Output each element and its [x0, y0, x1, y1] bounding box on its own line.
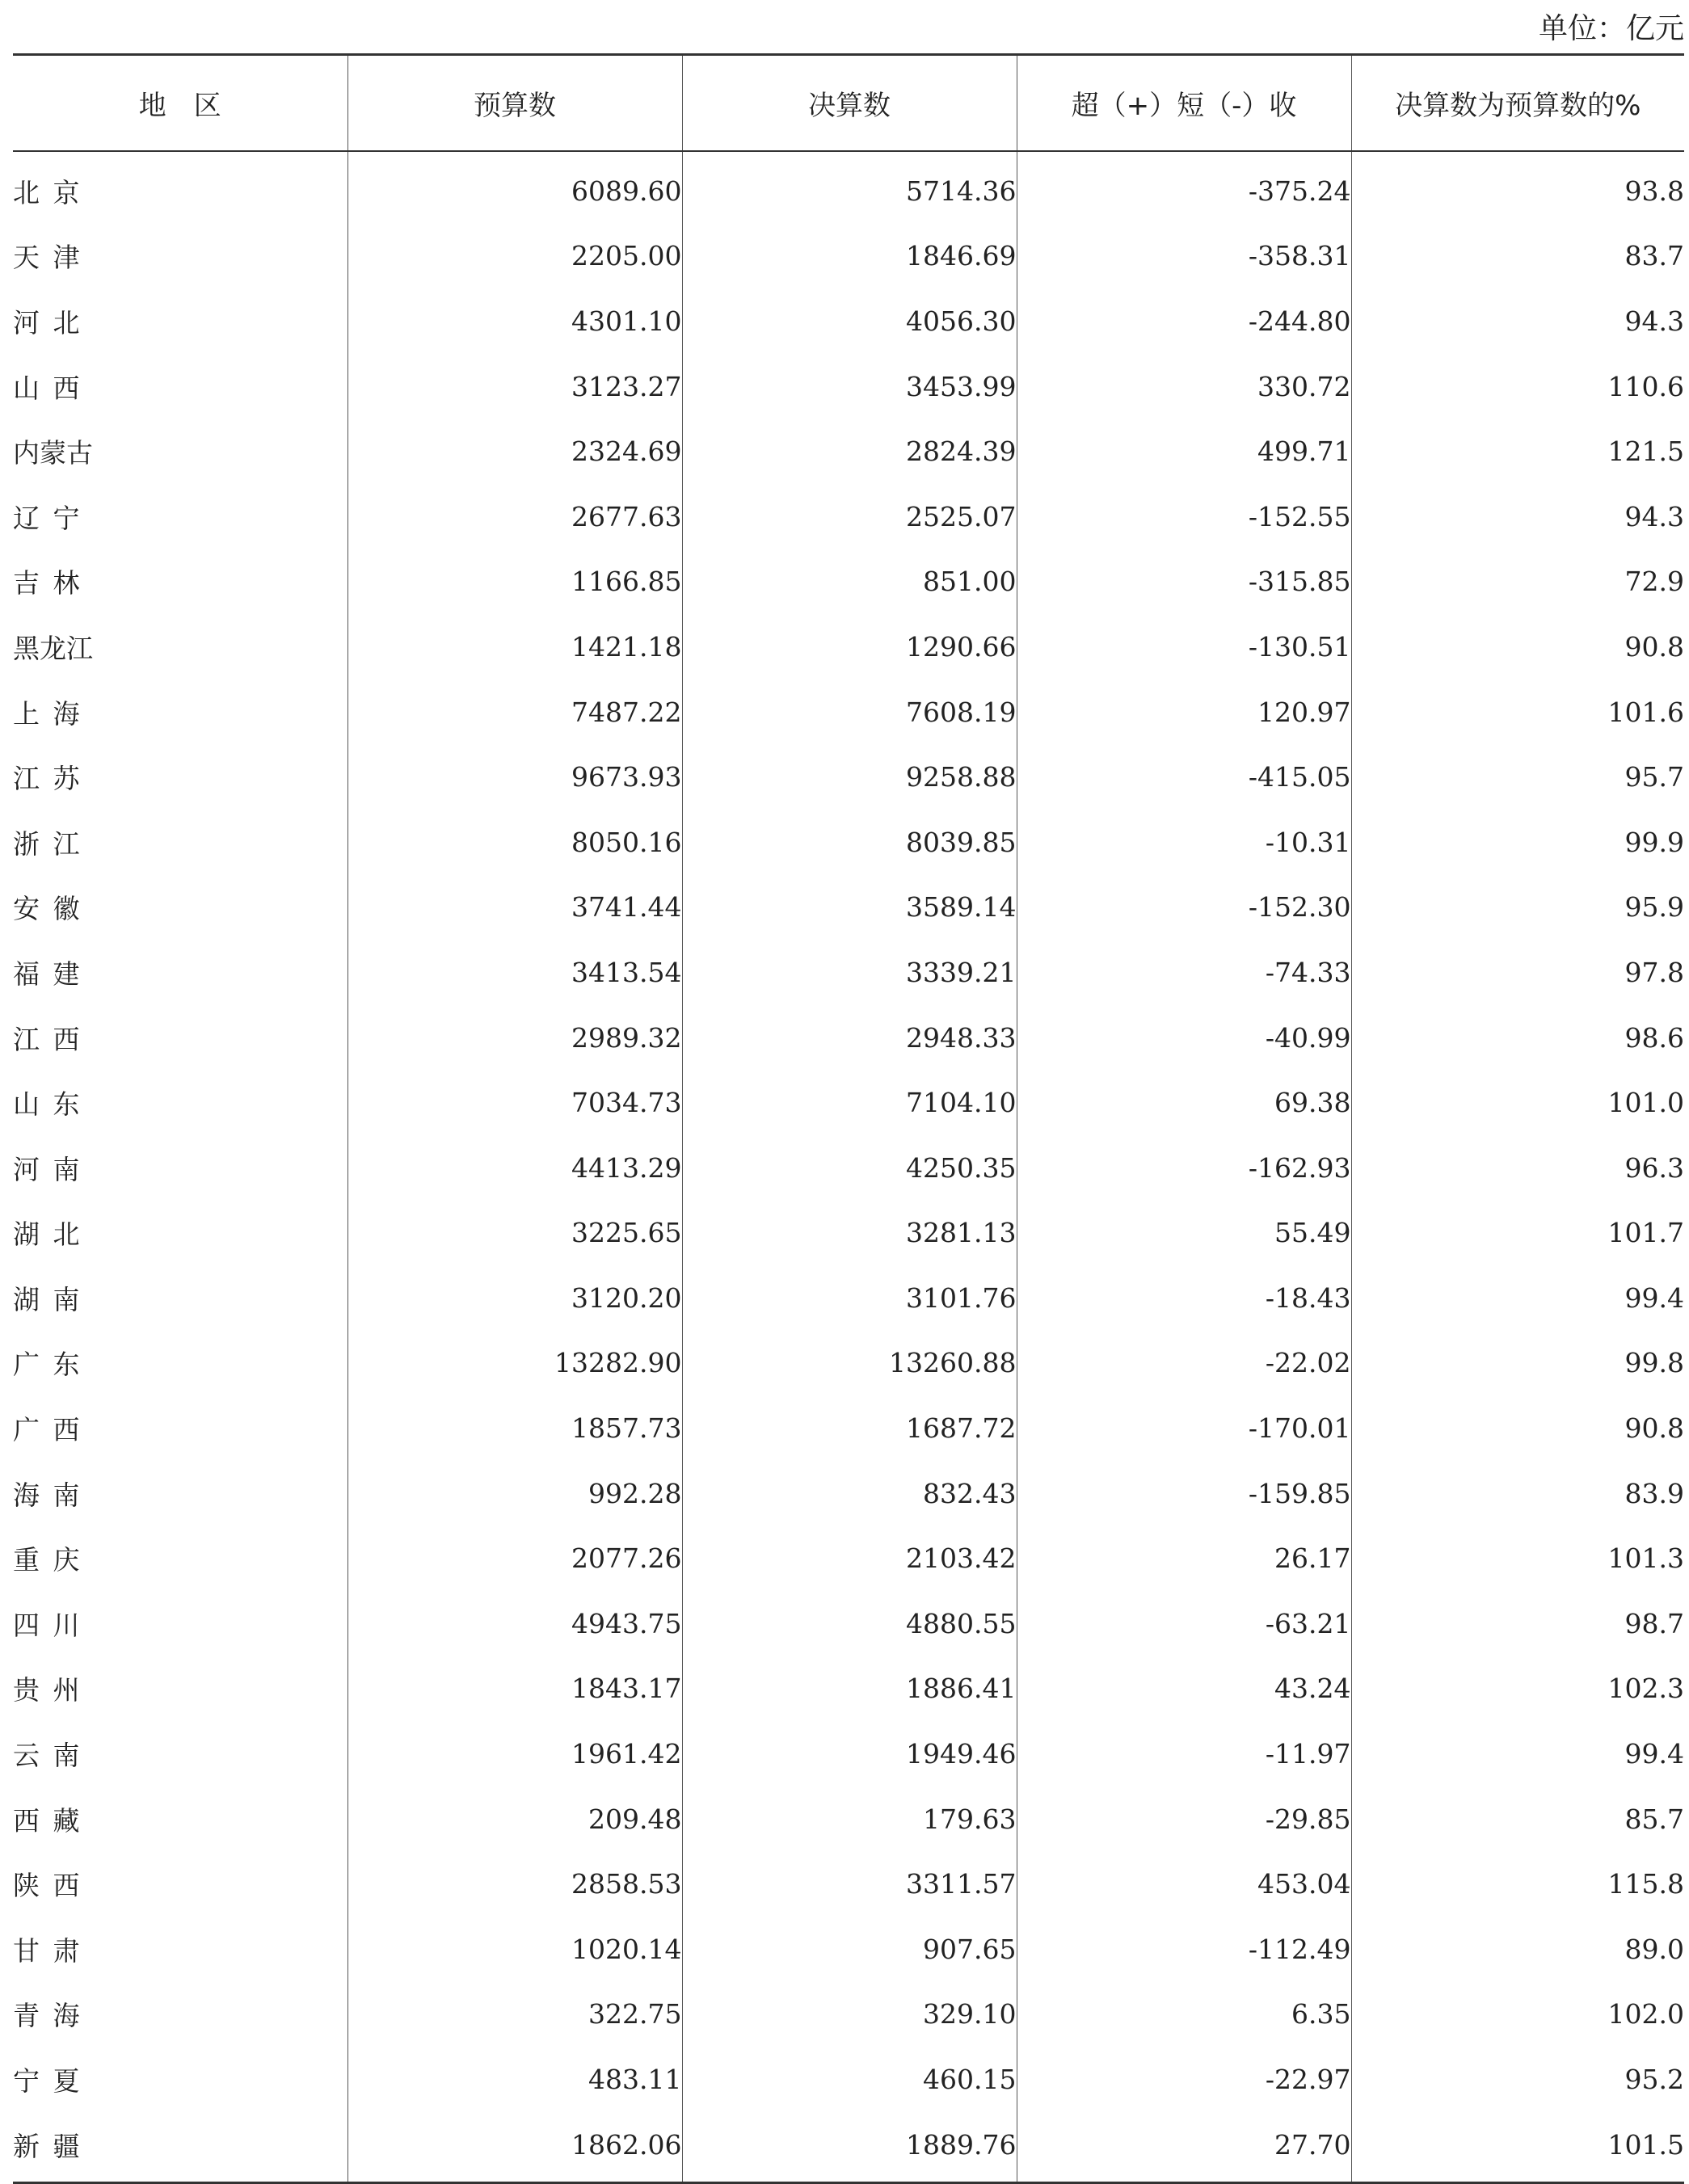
table-row: [13, 1591, 1684, 1656]
table-row: [13, 1461, 1684, 1526]
cell-budget: 1166.85: [347, 549, 682, 615]
table-row: [13, 1265, 1684, 1331]
table-row: [13, 1525, 1684, 1591]
cell-final: 13260.88: [682, 1331, 1017, 1396]
cell-final: 1687.72: [682, 1395, 1017, 1461]
cell-pct: 95.2: [1624, 2064, 1684, 2096]
cell-diff: -29.85: [1017, 1786, 1351, 1852]
cell-diff: 499.71: [1017, 419, 1351, 484]
cell-diff: -74.33: [1017, 940, 1351, 1005]
cell-region: 甘肃: [13, 1917, 347, 1982]
cell-region: 黑龙江: [13, 614, 347, 680]
cell-pct: 110.6: [1607, 370, 1684, 402]
cell-pct: 99.8: [1624, 1347, 1684, 1379]
cell-final: 4250.35: [682, 1135, 1017, 1201]
cell-region: 云南: [13, 1721, 347, 1786]
cell-diff: -63.21: [1017, 1591, 1351, 1656]
cell-final: 179.63: [682, 1786, 1017, 1852]
header-final: 决算数: [682, 55, 1017, 152]
cell-final: 3453.99: [682, 354, 1017, 419]
cell-final: 5714.36: [682, 151, 1017, 224]
cell-budget: 4943.75: [347, 1591, 682, 1656]
cell-final: 3311.57: [682, 1851, 1017, 1917]
cell-pct: 72.9: [1624, 566, 1684, 598]
cell-region: 江西: [13, 1005, 347, 1071]
cell-diff: -40.99: [1017, 1005, 1351, 1071]
table-row: [13, 354, 1684, 419]
cell-diff: 453.04: [1017, 1851, 1351, 1917]
cell-final: 3101.76: [682, 1265, 1017, 1331]
cell-diff: -315.85: [1017, 549, 1351, 615]
table-row: [13, 1005, 1684, 1071]
table-row: [13, 224, 1684, 289]
cell-diff: -130.51: [1017, 614, 1351, 680]
cell-diff: -244.80: [1017, 288, 1351, 354]
cell-final: 4880.55: [682, 1591, 1017, 1656]
cell-region: 青海: [13, 1982, 347, 2047]
cell-region: 湖北: [13, 1201, 347, 1266]
header-budget: 预算数: [347, 55, 682, 152]
cell-budget: 9673.93: [347, 744, 682, 810]
cell-pct: 93.8: [1624, 175, 1684, 207]
table-row: [13, 1070, 1684, 1135]
cell-pct: 101.5: [1607, 2128, 1684, 2161]
cell-pct: 99.4: [1624, 1738, 1684, 1770]
table-row: [13, 2112, 1684, 2183]
table-row: [13, 875, 1684, 941]
cell-diff: -162.93: [1017, 1135, 1351, 1201]
cell-final: 8039.85: [682, 810, 1017, 875]
table-row: [13, 1201, 1684, 1266]
cell-region: 四川: [13, 1591, 347, 1656]
cell-pct: 98.7: [1624, 1607, 1684, 1639]
cell-diff: 55.49: [1017, 1201, 1351, 1266]
cell-pct: 83.7: [1624, 240, 1684, 272]
table-row: [13, 1656, 1684, 1722]
cell-budget: 2077.26: [347, 1525, 682, 1591]
cell-region: 安徽: [13, 875, 347, 941]
cell-pct: 101.7: [1607, 1217, 1684, 1249]
cell-budget: 1843.17: [347, 1656, 682, 1722]
table-body: [13, 151, 1684, 2183]
table-row: [13, 810, 1684, 875]
cell-budget: 2858.53: [347, 1851, 682, 1917]
cell-pct: 102.3: [1607, 1673, 1684, 1705]
cell-diff: 43.24: [1017, 1656, 1351, 1722]
table-row: [13, 151, 1684, 224]
cell-final: 851.00: [682, 549, 1017, 615]
cell-pct: 94.3: [1624, 500, 1684, 532]
cell-budget: 4413.29: [347, 1135, 682, 1201]
cell-diff: -11.97: [1017, 1721, 1351, 1786]
cell-diff: 26.17: [1017, 1525, 1351, 1591]
cell-region: 天津: [13, 224, 347, 289]
cell-budget: 3741.44: [347, 875, 682, 941]
cell-budget: 3120.20: [347, 1265, 682, 1331]
cell-region: 宁夏: [13, 2047, 347, 2112]
cell-final: 1290.66: [682, 614, 1017, 680]
cell-pct: 115.8: [1607, 1868, 1684, 1900]
cell-region: 吉林: [13, 549, 347, 615]
cell-diff: 6.35: [1017, 1982, 1351, 2047]
cell-budget: 3123.27: [347, 354, 682, 419]
cell-final: 7608.19: [682, 680, 1017, 745]
cell-pct: 99.4: [1624, 1281, 1684, 1314]
cell-region: 广西: [13, 1395, 347, 1461]
table-row: [13, 288, 1684, 354]
cell-diff: -152.30: [1017, 875, 1351, 941]
cell-diff: -112.49: [1017, 1917, 1351, 1982]
cell-final: 1846.69: [682, 224, 1017, 289]
cell-region: 山东: [13, 1070, 347, 1135]
cell-diff: -159.85: [1017, 1461, 1351, 1526]
cell-budget: 209.48: [347, 1786, 682, 1852]
table-row: [13, 680, 1684, 745]
cell-budget: 3413.54: [347, 940, 682, 1005]
cell-final: 329.10: [682, 1982, 1017, 2047]
cell-diff: 120.97: [1017, 680, 1351, 745]
cell-diff: -358.31: [1017, 224, 1351, 289]
table-row: [13, 419, 1684, 484]
cell-region: 西藏: [13, 1786, 347, 1852]
table-row: [13, 549, 1684, 615]
cell-region: 陕西: [13, 1851, 347, 1917]
cell-pct: 99.9: [1624, 826, 1684, 858]
cell-region: 海南: [13, 1461, 347, 1526]
cell-diff: 69.38: [1017, 1070, 1351, 1135]
cell-region: 福建: [13, 940, 347, 1005]
cell-final: 460.15: [682, 2047, 1017, 2112]
cell-budget: 2677.63: [347, 484, 682, 549]
cell-final: 7104.10: [682, 1070, 1017, 1135]
cell-pct: 95.9: [1624, 891, 1684, 924]
cell-diff: -375.24: [1017, 151, 1351, 224]
cell-pct: 85.7: [1624, 1803, 1684, 1835]
cell-budget: 1020.14: [347, 1917, 682, 1982]
cell-final: 9258.88: [682, 744, 1017, 810]
cell-region: 新疆: [13, 2112, 347, 2183]
cell-final: 3339.21: [682, 940, 1017, 1005]
table-row: [13, 744, 1684, 810]
cell-region: 江苏: [13, 744, 347, 810]
table-row: [13, 1917, 1684, 1982]
table-row: [13, 1331, 1684, 1396]
cell-pct: 83.9: [1624, 1477, 1684, 1509]
cell-pct: 97.8: [1624, 956, 1684, 988]
header-row: [13, 55, 1684, 152]
cell-final: 2824.39: [682, 419, 1017, 484]
cell-diff: -10.31: [1017, 810, 1351, 875]
cell-budget: 2324.69: [347, 419, 682, 484]
cell-budget: 2205.00: [347, 224, 682, 289]
table-row: [13, 1395, 1684, 1461]
cell-diff: -18.43: [1017, 1265, 1351, 1331]
cell-pct: 101.0: [1607, 1087, 1684, 1119]
cell-budget: 483.11: [347, 2047, 682, 2112]
cell-budget: 1421.18: [347, 614, 682, 680]
cell-pct: 101.6: [1607, 696, 1684, 728]
cell-region: 辽宁: [13, 484, 347, 549]
cell-diff: -22.97: [1017, 2047, 1351, 2112]
cell-region: 浙江: [13, 810, 347, 875]
cell-pct: 98.6: [1624, 1021, 1684, 1054]
cell-budget: 8050.16: [347, 810, 682, 875]
cell-budget: 992.28: [347, 1461, 682, 1526]
cell-budget: 1961.42: [347, 1721, 682, 1786]
cell-budget: 6089.60: [347, 151, 682, 224]
cell-pct: 96.3: [1624, 1151, 1684, 1184]
cell-final: 2103.42: [682, 1525, 1017, 1591]
table-row: [13, 614, 1684, 680]
cell-budget: 7487.22: [347, 680, 682, 745]
cell-region: 河南: [13, 1135, 347, 1201]
budget-table: [13, 53, 1684, 2184]
cell-final: 1889.76: [682, 2112, 1017, 2183]
cell-region: 河北: [13, 288, 347, 354]
cell-final: 3589.14: [682, 875, 1017, 941]
cell-region: 上海: [13, 680, 347, 745]
cell-region: 广东: [13, 1331, 347, 1396]
cell-pct: 95.7: [1624, 761, 1684, 793]
cell-pct: 90.8: [1624, 630, 1684, 663]
header-region: 地 区: [13, 55, 347, 152]
header-pct: 决算数为预算数的%: [1351, 55, 1684, 152]
cell-pct: 121.5: [1607, 436, 1684, 468]
table-row: [13, 940, 1684, 1005]
cell-pct: 101.3: [1607, 1542, 1684, 1575]
table-row: [13, 1982, 1684, 2047]
cell-budget: 13282.90: [347, 1331, 682, 1396]
cell-pct: 90.8: [1624, 1412, 1684, 1445]
cell-pct: 102.0: [1607, 1998, 1684, 2030]
cell-final: 1949.46: [682, 1721, 1017, 1786]
cell-budget: 1857.73: [347, 1395, 682, 1461]
table-row: [13, 1135, 1684, 1201]
cell-final: 907.65: [682, 1917, 1017, 1982]
header-diff: 超（+）短（-）收: [1017, 55, 1351, 152]
cell-budget: 2989.32: [347, 1005, 682, 1071]
cell-diff: -22.02: [1017, 1331, 1351, 1396]
cell-budget: 3225.65: [347, 1201, 682, 1266]
cell-pct: 89.0: [1624, 1933, 1684, 1965]
cell-diff: 330.72: [1017, 354, 1351, 419]
cell-region: 北京: [13, 151, 347, 224]
cell-budget: 7034.73: [347, 1070, 682, 1135]
cell-diff: -170.01: [1017, 1395, 1351, 1461]
cell-final: 3281.13: [682, 1201, 1017, 1266]
cell-final: 832.43: [682, 1461, 1017, 1526]
cell-region: 重庆: [13, 1525, 347, 1591]
table-row: [13, 2047, 1684, 2112]
table-row: [13, 484, 1684, 549]
cell-region: 山西: [13, 354, 347, 419]
cell-region: 贵州: [13, 1656, 347, 1722]
cell-diff: 27.70: [1017, 2112, 1351, 2183]
cell-final: 2525.07: [682, 484, 1017, 549]
table-row: [13, 1721, 1684, 1786]
cell-diff: -152.55: [1017, 484, 1351, 549]
table-row: [13, 1786, 1684, 1852]
cell-budget: 322.75: [347, 1982, 682, 2047]
cell-final: 4056.30: [682, 288, 1017, 354]
cell-diff: -415.05: [1017, 744, 1351, 810]
cell-budget: 1862.06: [347, 2112, 682, 2183]
cell-pct: 94.3: [1624, 305, 1684, 337]
cell-final: 1886.41: [682, 1656, 1017, 1722]
cell-final: 2948.33: [682, 1005, 1017, 1071]
cell-region: 内蒙古: [13, 419, 347, 484]
unit-label: 单位：亿元: [1538, 12, 1684, 45]
table-row: [13, 1851, 1684, 1917]
cell-budget: 4301.10: [347, 288, 682, 354]
cell-region: 湖南: [13, 1265, 347, 1331]
